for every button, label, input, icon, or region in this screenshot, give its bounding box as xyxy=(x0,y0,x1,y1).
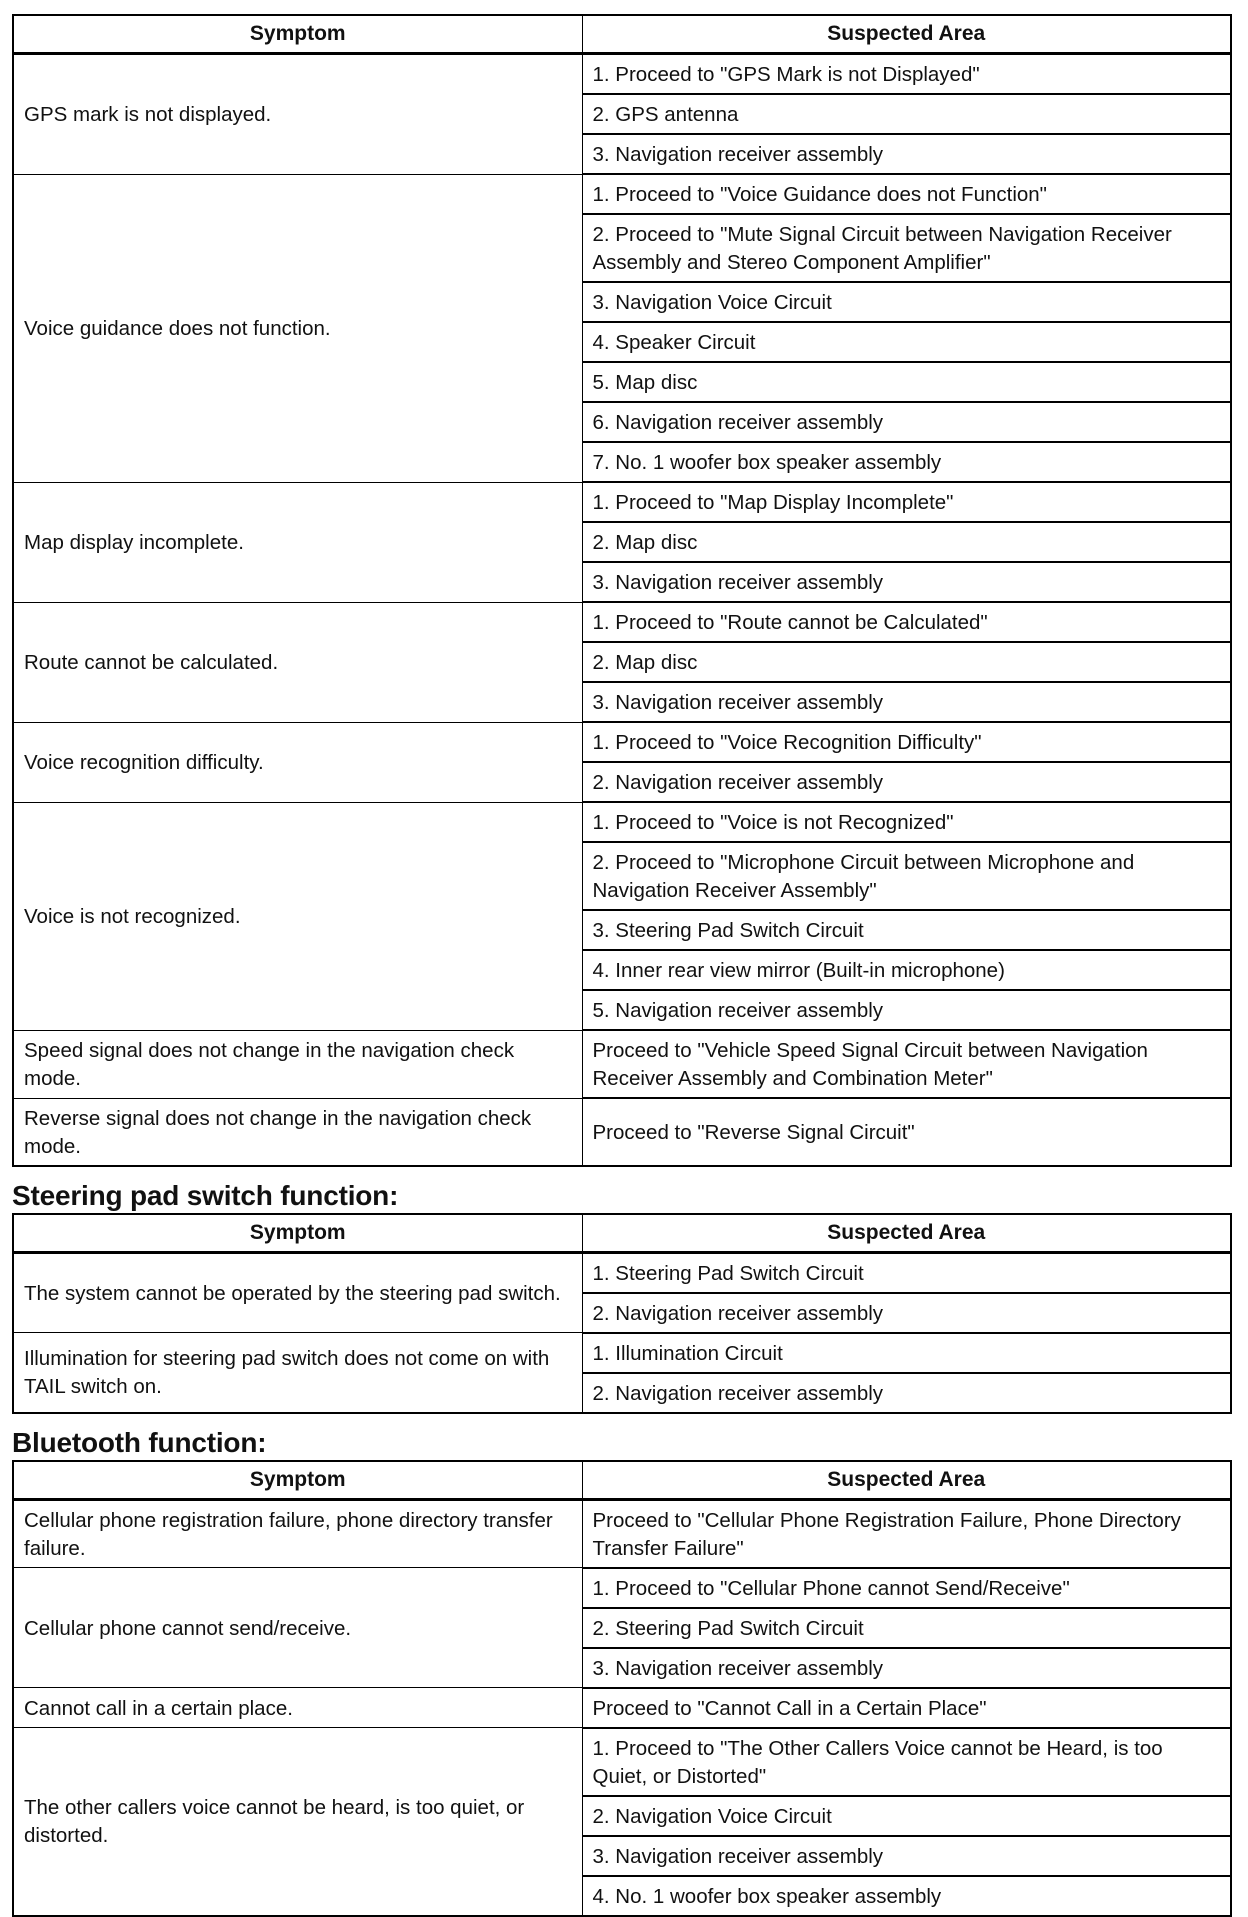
symptom-cell: Voice recognition difficulty. xyxy=(13,722,582,802)
symptom-header: Symptom xyxy=(13,1214,582,1253)
symptom-cell: Illumination for steering pad switch does not come on with TAIL switch on. xyxy=(13,1333,582,1413)
symptom-cell: The other callers voice cannot be heard, is too quiet, or distorted. xyxy=(13,1728,582,1916)
table-row xyxy=(13,802,1231,842)
symptom-header: Symptom xyxy=(13,1461,582,1500)
suspected-area-cell: 2. Navigation receiver assembly xyxy=(582,1293,1231,1333)
troubleshooting-table xyxy=(12,1213,1232,1414)
suspected-area-cell: 4. Speaker Circuit xyxy=(582,322,1231,362)
symptom-header: Symptom xyxy=(13,15,582,54)
table-header-row xyxy=(13,1461,1231,1500)
suspected-area-cell: 2. GPS antenna xyxy=(582,94,1231,134)
suspected-area-cell: 3. Steering Pad Switch Circuit xyxy=(582,910,1231,950)
suspected-area-cell: 2. Proceed to "Mute Signal Circuit between Navigation Receiver Assembly and Stereo Component Amplifier" xyxy=(582,214,1231,282)
suspected-area-cell: 1. Proceed to "Cellular Phone cannot Send/Receive" xyxy=(582,1568,1231,1608)
suspected-area-cell: 7. No. 1 woofer box speaker assembly xyxy=(582,442,1231,482)
suspected-area-cell: 6. Navigation receiver assembly xyxy=(582,402,1231,442)
suspected-area-cell: 2. Steering Pad Switch Circuit xyxy=(582,1608,1231,1648)
suspected-area-cell: 1. Steering Pad Switch Circuit xyxy=(582,1252,1231,1293)
symptom-cell: Voice guidance does not function. xyxy=(13,174,582,482)
suspected-area-cell: 4. No. 1 woofer box speaker assembly xyxy=(582,1876,1231,1916)
symptom-cell: Speed signal does not change in the navigation check mode. xyxy=(13,1030,582,1098)
table-row xyxy=(13,1688,1231,1728)
symptom-cell: The system cannot be operated by the steering pad switch. xyxy=(13,1252,582,1333)
table-row xyxy=(13,1499,1231,1568)
suspected-area-header: Suspected Area xyxy=(582,15,1231,54)
symptom-cell: GPS mark is not displayed. xyxy=(13,54,582,175)
symptom-cell: Voice is not recognized. xyxy=(13,802,582,1030)
table-header-row xyxy=(13,15,1231,54)
document-page xyxy=(12,14,1230,1917)
suspected-area-cell: 2. Navigation receiver assembly xyxy=(582,1373,1231,1413)
suspected-area-cell: 2. Navigation Voice Circuit xyxy=(582,1796,1231,1836)
table-row xyxy=(13,602,1231,642)
suspected-area-cell: Proceed to "Cellular Phone Registration Failure, Phone Directory Transfer Failure" xyxy=(582,1499,1231,1568)
section-title: Bluetooth function: xyxy=(12,1426,267,1458)
table-row xyxy=(13,1333,1231,1373)
suspected-area-cell: 3. Navigation receiver assembly xyxy=(582,562,1231,602)
suspected-area-cell: 2. Proceed to "Microphone Circuit between Microphone and Navigation Receiver Assembly" xyxy=(582,842,1231,910)
troubleshooting-table xyxy=(12,1460,1232,1917)
troubleshooting-table xyxy=(12,14,1232,1167)
suspected-area-cell: 5. Navigation receiver assembly xyxy=(582,990,1231,1030)
suspected-area-cell: Proceed to "Reverse Signal Circuit" xyxy=(582,1098,1231,1166)
suspected-area-cell: 1. Proceed to "GPS Mark is not Displayed" xyxy=(582,54,1231,95)
suspected-area-cell: 3. Navigation receiver assembly xyxy=(582,682,1231,722)
symptom-cell: Cellular phone registration failure, phone directory transfer failure. xyxy=(13,1499,582,1568)
table-row xyxy=(13,1252,1231,1293)
suspected-area-cell: 1. Proceed to "Voice Guidance does not Function" xyxy=(582,174,1231,214)
suspected-area-header: Suspected Area xyxy=(582,1461,1231,1500)
suspected-area-cell: Proceed to "Vehicle Speed Signal Circuit between Navigation Receiver Assembly and Combination Meter" xyxy=(582,1030,1231,1098)
suspected-area-cell: 2. Map disc xyxy=(582,642,1231,682)
table-row xyxy=(13,174,1231,214)
suspected-area-cell: 3. Navigation receiver assembly xyxy=(582,1836,1231,1876)
table-row xyxy=(13,1030,1231,1098)
suspected-area-cell: 4. Inner rear view mirror (Built-in microphone) xyxy=(582,950,1231,990)
table-row xyxy=(13,1098,1231,1166)
table-row xyxy=(13,722,1231,762)
suspected-area-cell: 1. Proceed to "Voice is not Recognized" xyxy=(582,802,1231,842)
suspected-area-cell: 1. Proceed to "Route cannot be Calculated" xyxy=(582,602,1231,642)
table-row xyxy=(13,1728,1231,1796)
suspected-area-cell: 1. Proceed to "The Other Callers Voice cannot be Heard, is too Quiet, or Distorted" xyxy=(582,1728,1231,1796)
table-header-row xyxy=(13,1214,1231,1253)
symptom-cell: Cellular phone cannot send/receive. xyxy=(13,1568,582,1688)
symptom-cell: Map display incomplete. xyxy=(13,482,582,602)
suspected-area-cell: 1. Proceed to "Map Display Incomplete" xyxy=(582,482,1231,522)
suspected-area-cell: 1. Illumination Circuit xyxy=(582,1333,1231,1373)
suspected-area-cell: 3. Navigation receiver assembly xyxy=(582,1648,1231,1688)
symptom-cell: Reverse signal does not change in the navigation check mode. xyxy=(13,1098,582,1166)
table-row xyxy=(13,54,1231,95)
suspected-area-header: Suspected Area xyxy=(582,1214,1231,1253)
suspected-area-cell: 3. Navigation receiver assembly xyxy=(582,134,1231,174)
section-title: Steering pad switch function: xyxy=(12,1179,399,1211)
symptom-cell: Route cannot be calculated. xyxy=(13,602,582,722)
symptom-cell: Cannot call in a certain place. xyxy=(13,1688,582,1728)
suspected-area-cell: 2. Map disc xyxy=(582,522,1231,562)
table-row xyxy=(13,482,1231,522)
suspected-area-cell: 3. Navigation Voice Circuit xyxy=(582,282,1231,322)
suspected-area-cell: 1. Proceed to "Voice Recognition Difficulty" xyxy=(582,722,1231,762)
suspected-area-cell: 5. Map disc xyxy=(582,362,1231,402)
table-row xyxy=(13,1568,1231,1608)
suspected-area-cell: Proceed to "Cannot Call in a Certain Place" xyxy=(582,1688,1231,1728)
suspected-area-cell: 2. Navigation receiver assembly xyxy=(582,762,1231,802)
